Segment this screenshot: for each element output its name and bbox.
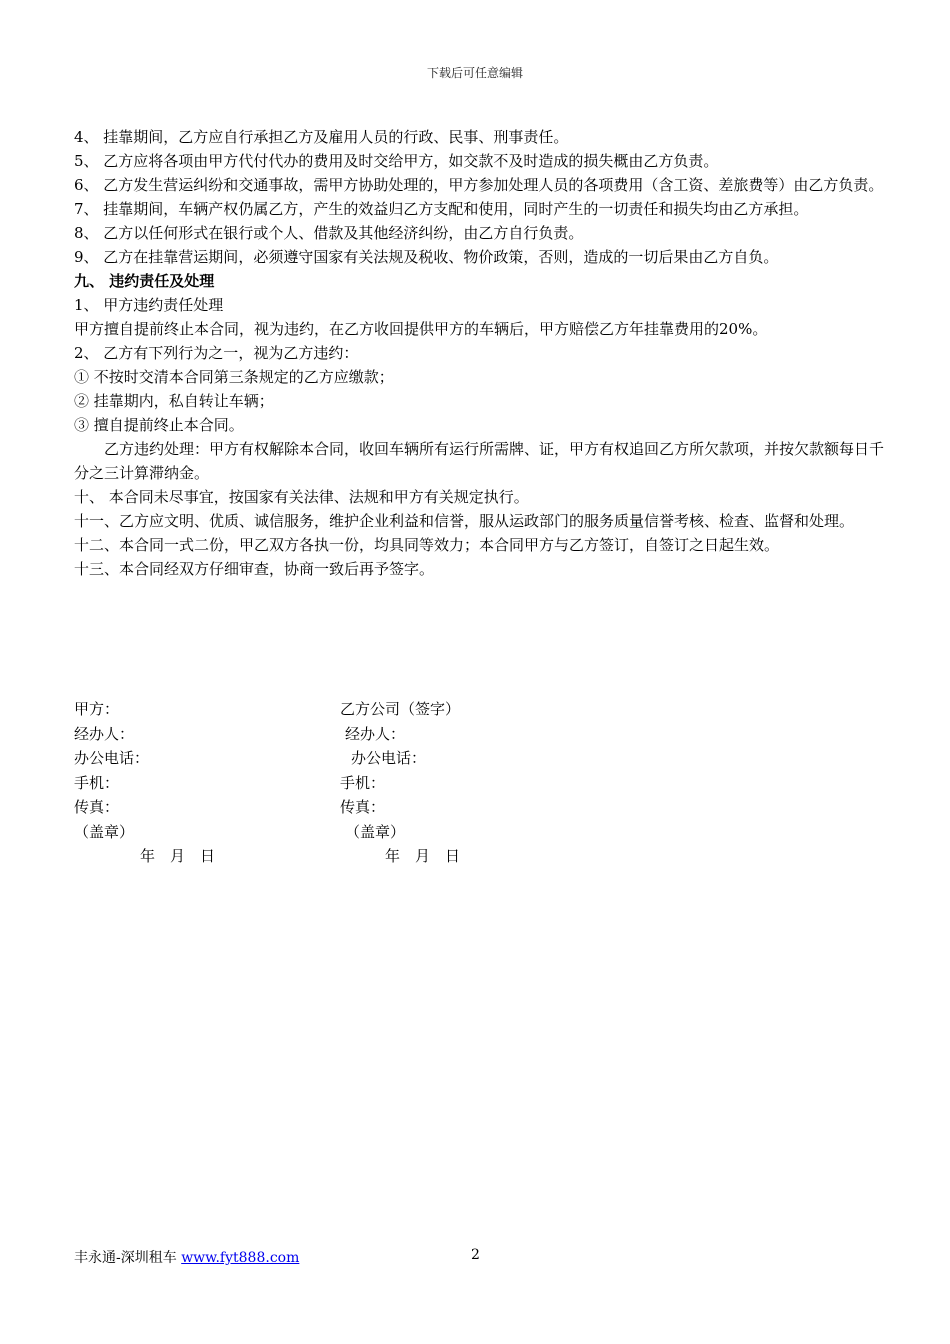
party-a-fax: 传真： bbox=[74, 798, 120, 816]
violation-item-2: ② 挂靠期内，私自转让车辆； bbox=[74, 392, 274, 410]
section-12: 十二、本合同一式二份，甲乙双方各执一份，均具同等效力；本合同甲方与乙方签订，自签订之日起生效。 bbox=[74, 536, 780, 554]
subsection-2-title: 2、 乙方有下列行为之一，视为乙方违约： bbox=[74, 344, 359, 362]
party-b-mobile: 手机： bbox=[340, 773, 386, 792]
section-11: 十一、乙方应文明、优质、诚信服务，维护企业利益和信誉，服从运政部门的服务质量信誉考核、检查、监督和处理。 bbox=[74, 512, 855, 530]
signature-row-party bbox=[74, 697, 894, 722]
section-13: 十三、本合同经双方仔细审查，协商一致后再予签字。 bbox=[74, 560, 435, 578]
signature-row-mobile bbox=[74, 771, 894, 796]
subsection-1-text: 甲方擅自提前终止本合同，视为违约，在乙方收回提供甲方的车辆后，甲方赔偿乙方年挂靠费用的20%。 bbox=[74, 320, 768, 338]
signature-row-office-phone bbox=[74, 746, 894, 771]
party-b-date: 年 月 日 bbox=[385, 847, 461, 865]
clause-item-8: 8、 乙方以任何形式在银行或个人、借款及其他经济纠纷，由乙方自行负责。 bbox=[74, 224, 584, 242]
party-a-handler: 经办人： bbox=[74, 724, 135, 743]
penalty-paragraph: 乙方违约处理：甲方有权解除本合同，收回车辆所有运行所需牌、证，甲方有权追回乙方所欠款项，并按欠款额每日千分之三计算滞纳金。 bbox=[74, 440, 885, 482]
signature-block bbox=[74, 697, 894, 869]
signature-row-date bbox=[74, 844, 894, 869]
clause-item-5: 5、 乙方应将各项由甲方代付代办的费用及时交给甲方，如交款不及时造成的损失概由乙方负责。 bbox=[74, 152, 719, 170]
footer-website-link[interactable]: www.fyt888.com bbox=[181, 1250, 300, 1266]
subsection-1-title: 1、 甲方违约责任处理 bbox=[74, 296, 224, 314]
section-9-title: 九、 违约责任及处理 bbox=[74, 272, 215, 290]
signature-row-seal bbox=[74, 820, 894, 845]
party-b-handler: 经办人： bbox=[345, 724, 406, 743]
party-b-office-phone: 办公电话： bbox=[351, 749, 427, 767]
signature-row-handler bbox=[74, 722, 894, 747]
clause-item-9: 9、 乙方在挂靠营运期间，必须遵守国家有关法规及税收、物价政策，否则，造成的一切后果由乙方自负。 bbox=[74, 248, 779, 266]
clause-item-7: 7、 挂靠期间，车辆产权仍属乙方，产生的效益归乙方支配和使用，同时产生的一切责任和损失均由乙方承担。 bbox=[74, 200, 809, 218]
party-a-mobile: 手机： bbox=[74, 773, 120, 792]
page-number: 2 bbox=[471, 1247, 480, 1263]
party-a-date: 年 月 日 bbox=[140, 847, 216, 865]
page-header-note: 下载后可任意编辑 bbox=[426, 66, 523, 80]
page-footer bbox=[74, 1247, 894, 1267]
violation-item-3: ③ 擅自提前终止本合同。 bbox=[74, 416, 244, 434]
party-b-fax: 传真： bbox=[340, 798, 386, 816]
party-a-office-phone: 办公电话： bbox=[74, 749, 150, 767]
party-a-seal: （盖章） bbox=[74, 822, 135, 841]
clause-item-6: 6、 乙方发生营运纠纷和交通事故，需甲方协助处理的，甲方参加处理人员的各项费用（含工资、差旅费等）由乙方负责。 bbox=[74, 176, 884, 194]
party-b-seal: （盖章） bbox=[345, 822, 406, 841]
contract-body bbox=[74, 125, 894, 581]
footer-company: 丰永通-深圳租车 bbox=[74, 1250, 182, 1266]
party-b-label: 乙方公司（签字） bbox=[340, 700, 461, 718]
violation-item-1: ① 不按时交清本合同第三条规定的乙方应缴款； bbox=[74, 368, 394, 386]
clause-item-4: 4、 挂靠期间，乙方应自行承担乙方及雇用人员的行政、民事、刑事责任。 bbox=[74, 128, 569, 146]
party-a-label: 甲方： bbox=[74, 700, 120, 718]
signature-row-fax bbox=[74, 795, 894, 820]
section-10: 十、 本合同未尽事宜，按国家有关法律、法规和甲方有关规定执行。 bbox=[74, 488, 529, 506]
